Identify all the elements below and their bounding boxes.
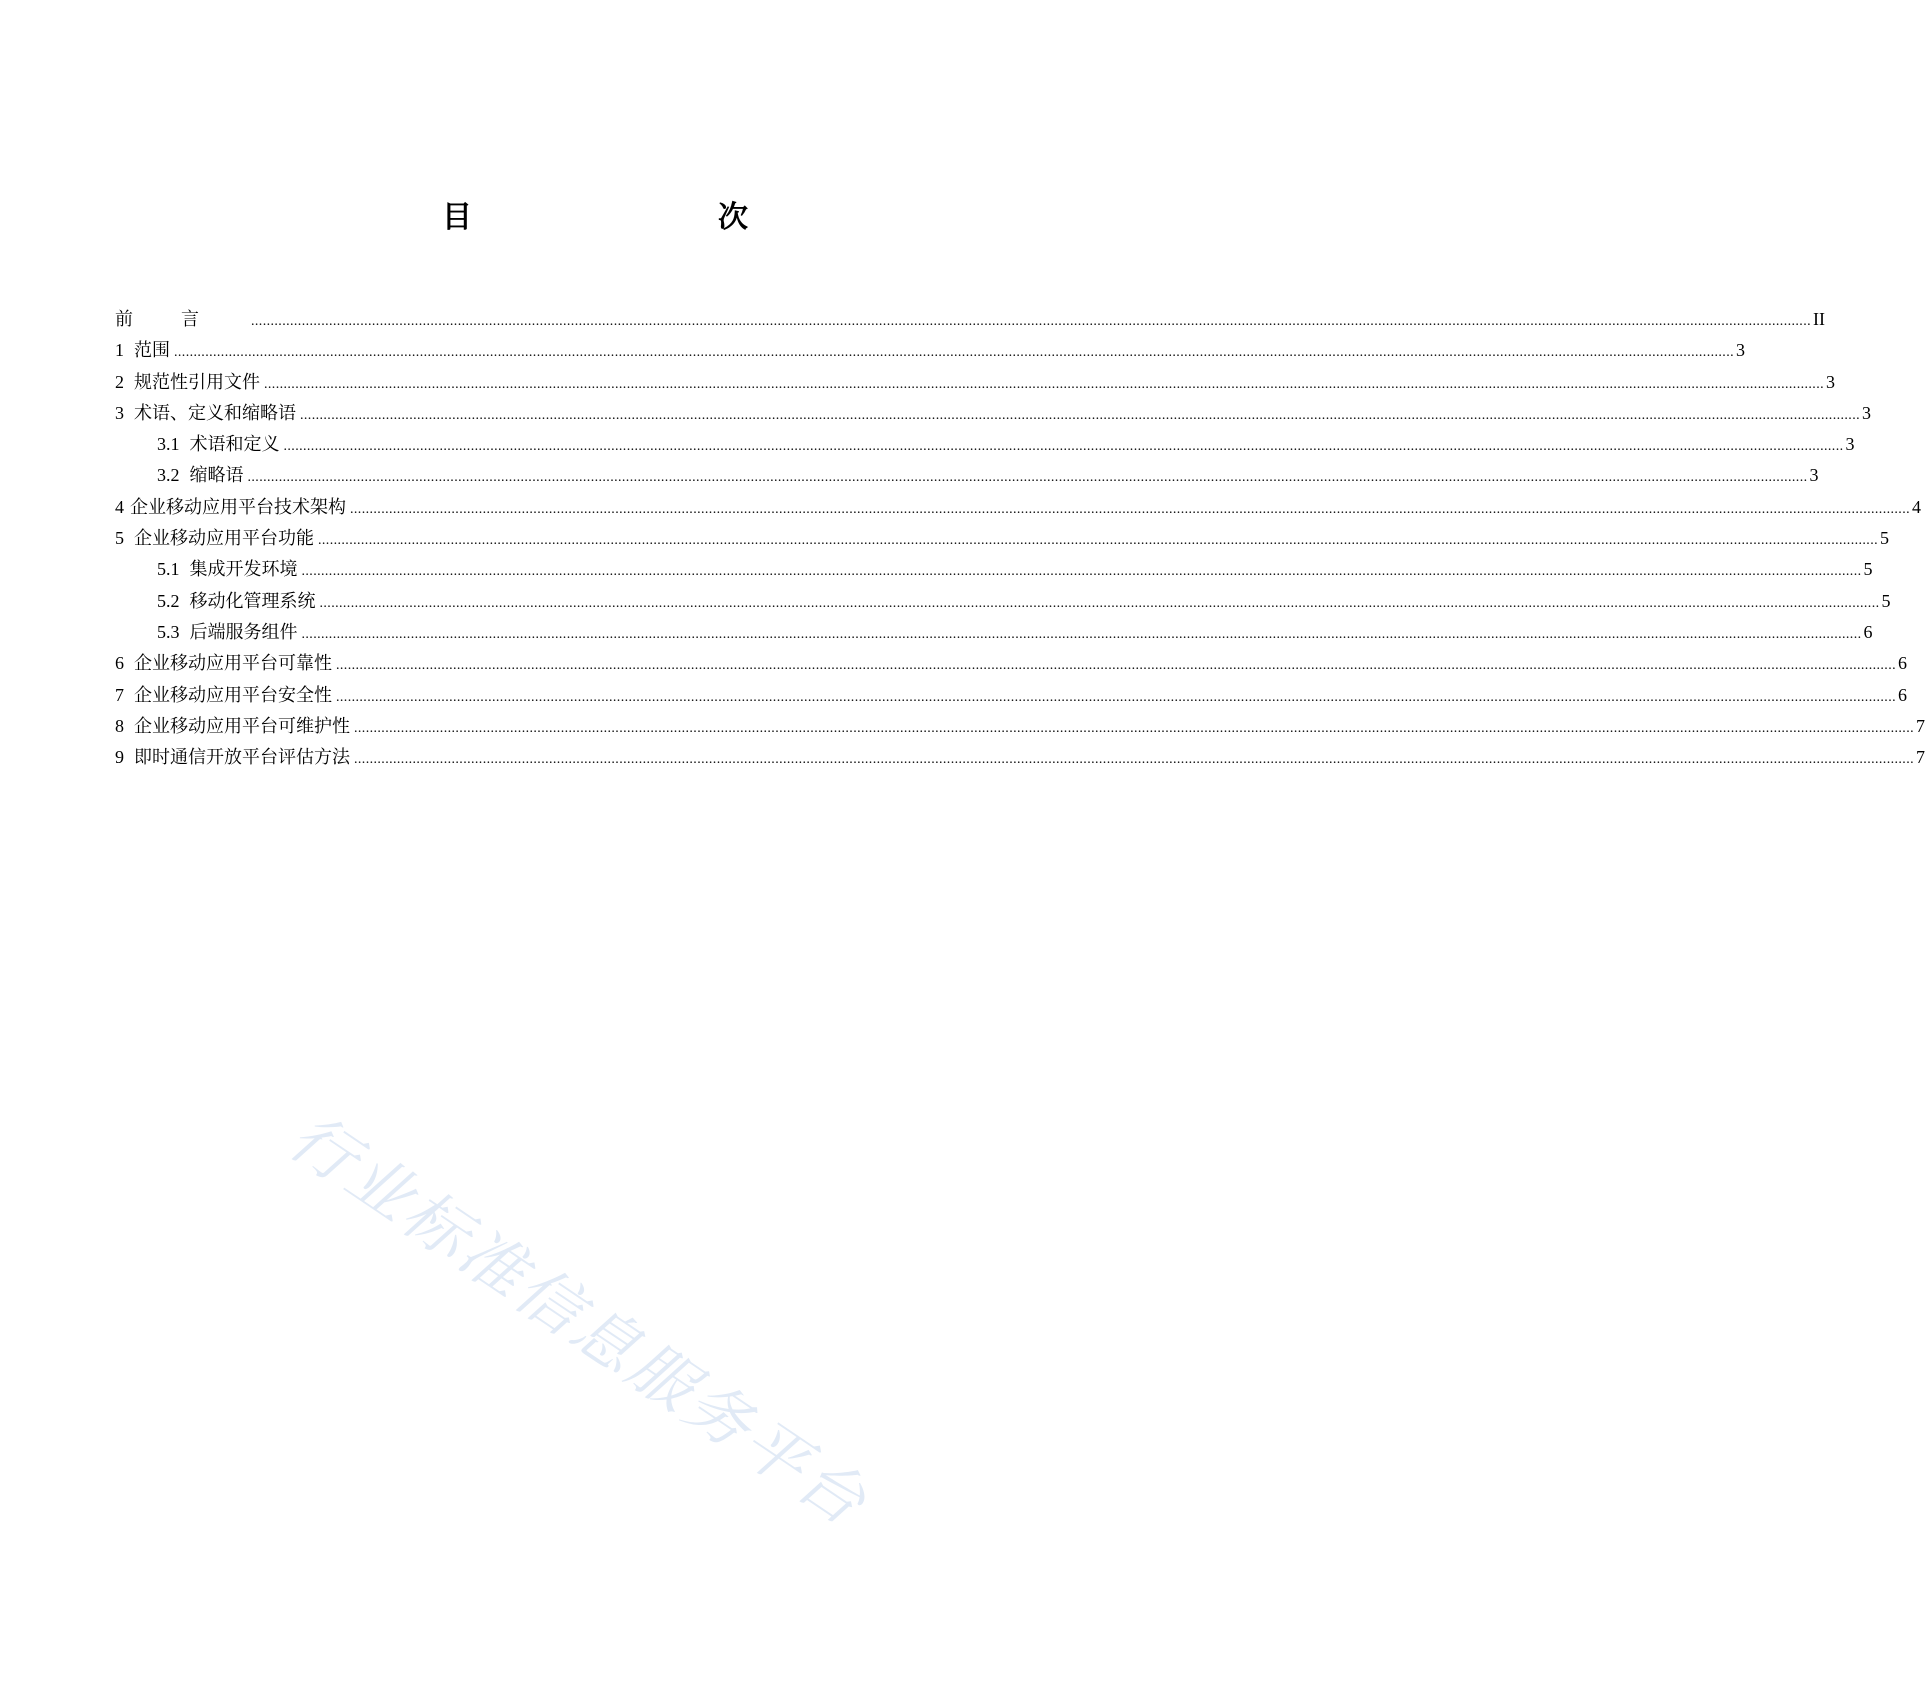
toc-entry-label bbox=[115, 648, 332, 679]
toc-entry-text: 企业移动应用平台技术架构 bbox=[130, 496, 346, 518]
toc-entry-number: 1 bbox=[115, 340, 124, 361]
toc-entry-page: 5 bbox=[1863, 559, 1873, 580]
toc-entry-page: 3 bbox=[1809, 465, 1819, 486]
toc-entry[interactable] bbox=[115, 398, 1871, 429]
toc-entry-label bbox=[115, 398, 296, 429]
toc-entry-number: 2 bbox=[115, 371, 124, 392]
toc-entry-text: 缩略语 bbox=[189, 465, 244, 487]
toc-entry-text: 后端服务组件 bbox=[189, 621, 298, 643]
toc-dot-leader: ................................................................................................................................................................................................................................................................................................................................................................................................................ bbox=[301, 564, 1862, 580]
toc-entry-number: 5.1 bbox=[157, 559, 180, 580]
toc-entry[interactable] bbox=[115, 304, 1825, 335]
toc-entry-text: 集成开发环境 bbox=[189, 559, 298, 581]
toc-entry-label bbox=[157, 460, 244, 491]
toc-entry-text: 企业移动应用平台可维护性 bbox=[134, 715, 350, 737]
toc-dot-leader: ................................................................................................................................................................................................................................................................................................................................................................................................................ bbox=[354, 720, 1914, 736]
toc-entry-number: 3 bbox=[115, 402, 124, 423]
toc-entry[interactable] bbox=[115, 617, 1873, 648]
toc-dot-leader: ................................................................................................................................................................................................................................................................................................................................................................................................................ bbox=[319, 595, 1880, 611]
toc-entry-text: 术语和定义 bbox=[189, 434, 280, 456]
toc-entry-text: 规范性引用文件 bbox=[134, 371, 260, 393]
toc-entry-text: 前言 bbox=[115, 309, 247, 330]
toc-entry-page: 5 bbox=[1881, 590, 1891, 611]
toc-entry-label bbox=[115, 304, 247, 335]
toc-entry-text: 企业移动应用平台功能 bbox=[134, 528, 314, 550]
toc-entry-number: 5.2 bbox=[157, 590, 180, 611]
toc-dot-leader: ................................................................................................................................................................................................................................................................................................................................................................................................................ bbox=[251, 314, 1811, 329]
toc-dot-leader: ................................................................................................................................................................................................................................................................................................................................................................................................................ bbox=[336, 689, 1896, 705]
toc-entry[interactable] bbox=[115, 742, 1925, 773]
toc-entry-number: 3.2 bbox=[157, 465, 180, 486]
toc-entry-text: 企业移动应用平台可靠性 bbox=[134, 653, 332, 675]
toc-entry-label bbox=[115, 742, 350, 773]
toc-entry-page: 6 bbox=[1898, 684, 1907, 705]
toc-entry-label bbox=[115, 367, 260, 398]
page-title: 目 次 bbox=[442, 200, 810, 235]
toc-dot-leader: ................................................................................................................................................................................................................................................................................................................................................................................................................ bbox=[247, 470, 1808, 486]
toc-entry-number: 3.1 bbox=[157, 434, 180, 455]
toc-entry-number: 4 bbox=[115, 496, 124, 517]
toc-entry-page: 3 bbox=[1736, 340, 1745, 361]
watermark: 行业标准信息服务平台 bbox=[275, 1100, 882, 1542]
toc-dot-leader: ................................................................................................................................................................................................................................................................................................................................................................................................................ bbox=[354, 752, 1914, 768]
toc-entry-number: 5 bbox=[115, 528, 124, 549]
toc-entry-page: 7 bbox=[1916, 747, 1925, 768]
toc-entry[interactable] bbox=[115, 680, 1907, 711]
toc-dot-leader: ................................................................................................................................................................................................................................................................................................................................................................................................................ bbox=[174, 345, 1734, 361]
toc-entry-number: 6 bbox=[115, 653, 124, 674]
toc-dot-leader: ................................................................................................................................................................................................................................................................................................................................................................................................................ bbox=[300, 407, 1860, 423]
toc-entry-page: 3 bbox=[1862, 402, 1871, 423]
toc-dot-leader: ................................................................................................................................................................................................................................................................................................................................................................................................................ bbox=[318, 533, 1878, 549]
toc-entry-label bbox=[115, 335, 170, 366]
toc-entry-text: 即时通信开放平台评估方法 bbox=[134, 747, 350, 769]
toc-entry-number: 8 bbox=[115, 715, 124, 736]
toc-entry-page: 6 bbox=[1863, 621, 1873, 642]
toc-entry[interactable] bbox=[115, 367, 1835, 398]
toc-entry[interactable] bbox=[115, 492, 1921, 523]
toc-entry-page: 6 bbox=[1898, 653, 1907, 674]
toc-dot-leader: ................................................................................................................................................................................................................................................................................................................................................................................................................ bbox=[264, 376, 1824, 392]
toc-entry-page: 3 bbox=[1826, 371, 1835, 392]
toc-entry-page: 5 bbox=[1880, 528, 1889, 549]
toc-entry-label bbox=[157, 586, 316, 617]
toc-entry-label bbox=[115, 492, 346, 523]
toc-entry-label bbox=[157, 617, 298, 648]
toc-entry-label bbox=[115, 711, 350, 742]
toc-entry[interactable] bbox=[115, 554, 1873, 585]
toc-entry-label bbox=[115, 523, 314, 554]
toc-dot-leader: ................................................................................................................................................................................................................................................................................................................................................................................................................ bbox=[336, 658, 1896, 674]
toc-entry-text: 术语、定义和缩略语 bbox=[134, 402, 296, 424]
toc-entry[interactable] bbox=[115, 648, 1907, 679]
toc-entry-label bbox=[115, 680, 332, 711]
toc-entry-number: 5.3 bbox=[157, 621, 180, 642]
toc-entry-page: 3 bbox=[1845, 434, 1855, 455]
toc-entry[interactable] bbox=[115, 711, 1925, 742]
toc-entry-number: 7 bbox=[115, 684, 124, 705]
toc-entry-page: II bbox=[1813, 309, 1825, 329]
toc-entry[interactable] bbox=[115, 523, 1889, 554]
toc-entry[interactable] bbox=[115, 460, 1819, 491]
toc-entry[interactable] bbox=[115, 335, 1745, 366]
toc-dot-leader: ................................................................................................................................................................................................................................................................................................................................................................................................................ bbox=[283, 439, 1844, 455]
toc-entry[interactable] bbox=[115, 586, 1891, 617]
toc-entry[interactable] bbox=[115, 429, 1855, 460]
toc-entry-text: 范围 bbox=[134, 340, 170, 362]
toc-entry-text: 移动化管理系统 bbox=[189, 590, 316, 612]
toc-entry-number: 9 bbox=[115, 747, 124, 768]
toc-dot-leader: ................................................................................................................................................................................................................................................................................................................................................................................................................ bbox=[301, 626, 1862, 642]
toc-dot-leader: ................................................................................................................................................................................................................................................................................................................................................................................................................ bbox=[350, 501, 1910, 517]
table-of-contents bbox=[115, 304, 1925, 773]
toc-entry-text: 企业移动应用平台安全性 bbox=[134, 684, 332, 706]
toc-entry-page: 4 bbox=[1912, 496, 1921, 517]
toc-entry-page: 7 bbox=[1916, 715, 1925, 736]
toc-entry-label bbox=[157, 429, 280, 460]
toc-entry-label bbox=[157, 554, 298, 585]
